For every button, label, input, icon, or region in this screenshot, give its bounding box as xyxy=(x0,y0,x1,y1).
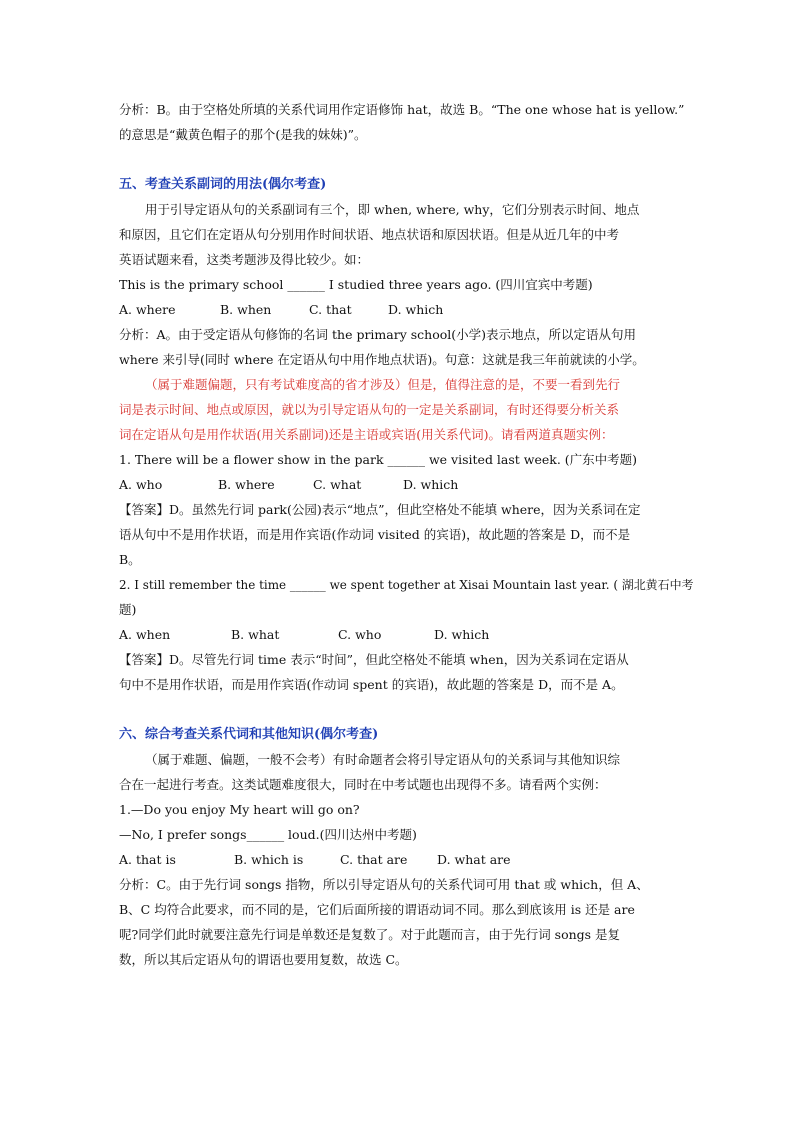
question-line: 1. There will be a flower show in the park ______ we visited last week. (广东中考题) xyxy=(119,452,638,467)
analysis-line: 分析：A。由于受定语从句修饰的名词 the primary school(小学)表示地点，所以定语从句用 xyxy=(119,327,637,342)
answer-line: B。 xyxy=(119,552,141,567)
analysis-line: where 来引导(同时 where 在定语从句中用作地点状语)。句意：这就是我三年前就读的小学。 xyxy=(119,352,645,367)
option: C. what xyxy=(313,477,362,492)
intro-line: 合在一起进行考查。这类试题难度很大，同时在中考试题也出现得不多。请看两个实例： xyxy=(119,777,607,792)
option: A. who xyxy=(119,477,163,492)
option: D. what are xyxy=(437,852,511,867)
option: C. that xyxy=(309,302,352,317)
question-line: This is the primary school ______ I studied three years ago. (四川宜宾中考题) xyxy=(119,277,593,292)
option: A. where xyxy=(119,302,176,317)
answer-line: 【答案】D。尽管先行词 time 表示“时间”，但此空格处不能填 when，因为关系词在定语从 xyxy=(119,652,629,667)
section-heading-5: 五、考查关系副词的用法(偶尔考查) xyxy=(119,177,327,192)
option: C. that are xyxy=(340,852,408,867)
question-line: 1.—Do you enjoy My heart will go on? xyxy=(119,802,360,817)
note-line: （属于难题偏题，只有考试难度高的省才涉及）但是，值得注意的是，不要一看到先行 xyxy=(145,377,621,392)
section-heading-6: 六、综合考查关系代词和其他知识(偶尔考查) xyxy=(119,727,379,742)
question-line: 2. I still remember the time ______ we spent together at Xisai Mountain last year. ( 湖北黄石中考 xyxy=(119,578,694,592)
option: D. which xyxy=(434,627,490,642)
analysis-line: B、C 均符合此要求，而不同的是，它们后面所接的谓语动词不同。那么到底该用 is 还是 are xyxy=(119,902,635,917)
answer-line: 语从句中不是用作状语，而是用作宾语(作动词 visited 的宾语)，故此题的答案是 D，而不是 xyxy=(119,527,631,542)
analysis-line: 分析：B。由于空格处所填的关系代词用作定语修饰 hat，故选 B。“The one whose hat is yellow.” xyxy=(119,102,685,117)
note-line: 词在定语从句是用作状语(用关系副词)还是主语或宾语(用关系代词)。请看两道真题实例： xyxy=(119,427,614,442)
option: B. where xyxy=(218,477,275,492)
analysis-line: 的意思是“戴黄色帽子的那个(是我的妹妹)”。 xyxy=(119,127,367,142)
analysis-line: 分析：C。由于先行词 songs 指物，所以引导定语从句的关系代词可用 that 或 which，但 A、 xyxy=(119,877,649,892)
question-line: —No, I prefer songs______ loud.(四川达州中考题) xyxy=(119,827,417,842)
intro-line: 用于引导定语从句的关系副词有三个，即 when, where, why，它们分别表示时间、地点 xyxy=(145,202,640,217)
analysis-line: 数，所以其后定语从句的谓语也要用复数，故选 C。 xyxy=(119,952,408,967)
option: A. that is xyxy=(119,852,176,867)
option: B. which is xyxy=(234,852,304,867)
option: B. when xyxy=(220,302,272,317)
option: A. when xyxy=(119,627,171,642)
question-line: 题) xyxy=(119,602,137,617)
answer-line: 【答案】D。虽然先行词 park(公园)表示“地点”，但此空格处不能填 where，因为关系词在定 xyxy=(119,502,641,517)
analysis-line: 呢?同学们此时就要注意先行词是单数还是复数了。对于此题而言，由于先行词 songs 是复 xyxy=(119,927,621,942)
option: B. what xyxy=(231,627,280,642)
option: C. who xyxy=(338,627,382,642)
intro-line: （属于难题、偏题，一般不会考）有时命题者会将引导定语从句的关系词与其他知识综 xyxy=(145,752,621,767)
note-line: 词是表示时间、地点或原因，就以为引导定语从句的一定是关系副词，有时还得要分析关系 xyxy=(119,402,620,417)
intro-line: 英语试题来看，这类考题涉及得比较少。如： xyxy=(119,252,370,267)
option: D. which xyxy=(403,477,459,492)
option: D. which xyxy=(388,302,444,317)
intro-line: 和原因，且它们在定语从句分别用作时间状语、地点状语和原因状语。但是从近几年的中考 xyxy=(119,227,620,242)
answer-line: 句中不是用作状语，而是用作宾语(作动词 spent 的宾语)，故此题的答案是 D，而不是 A。 xyxy=(119,677,624,692)
